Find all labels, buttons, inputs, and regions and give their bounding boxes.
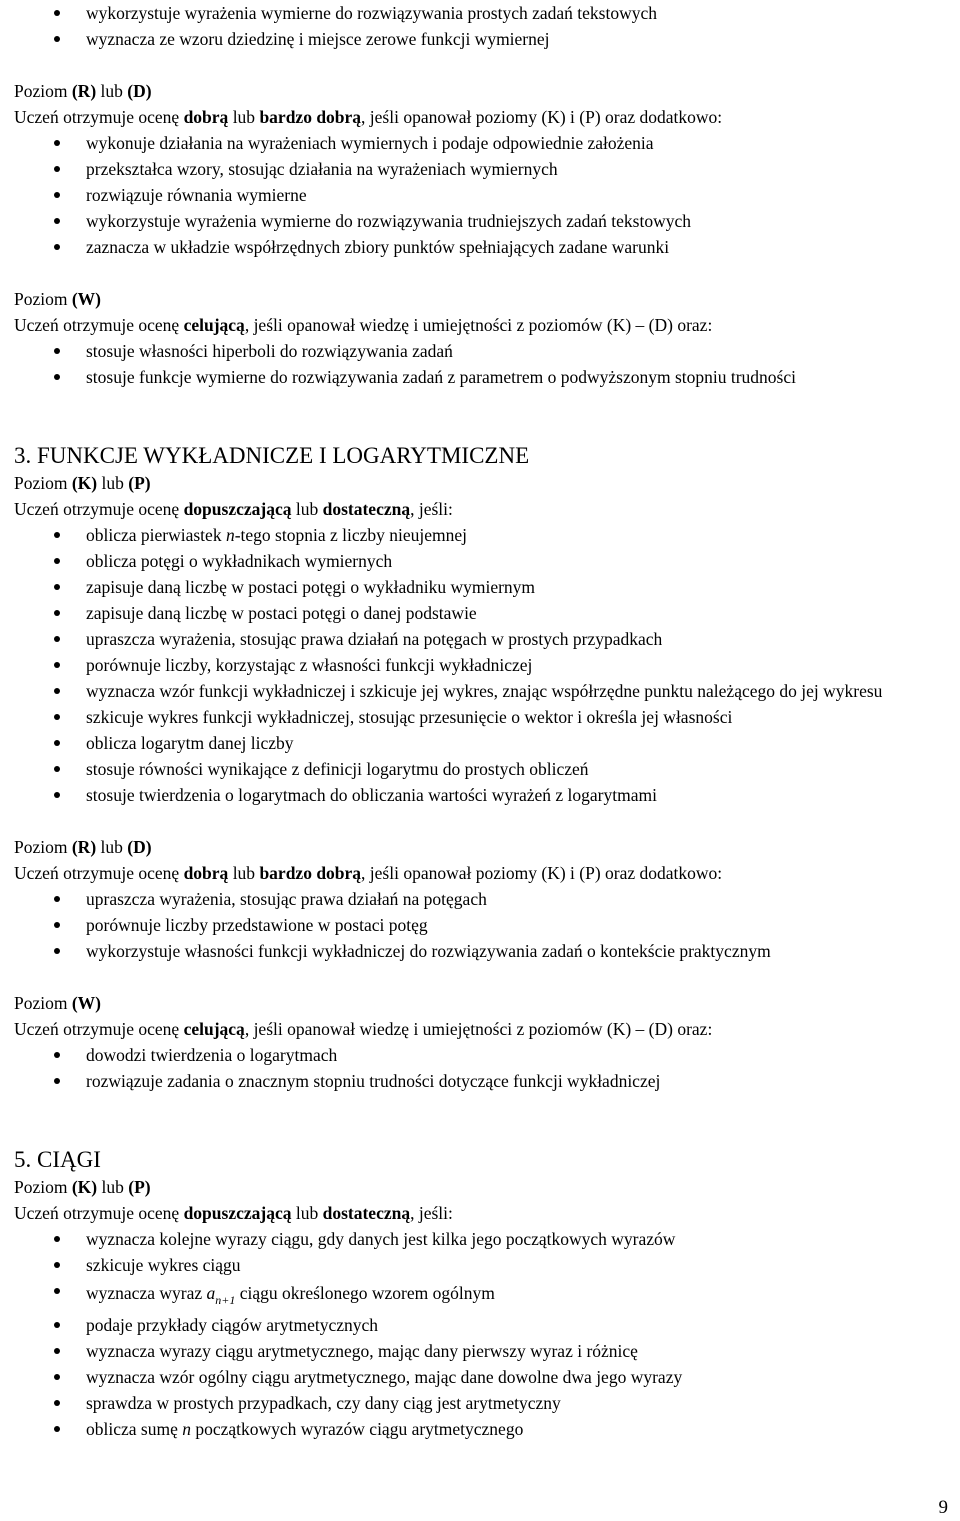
page-number: 9 bbox=[938, 1497, 948, 1518]
bullet-list bbox=[14, 886, 944, 964]
level-intro: Uczeń otrzymuje ocenę dopuszczającą lub dostateczną, jeśli: bbox=[14, 499, 453, 519]
level-heading: Poziom (R) lub (D) bbox=[14, 837, 152, 857]
list-item: oblicza sumę n początkowych wyrazów ciągu arytmetycznego bbox=[14, 1416, 944, 1442]
level-heading: Poziom (W) bbox=[14, 289, 102, 309]
list-item: stosuje własności hiperboli do rozwiązywania zadań bbox=[14, 338, 944, 364]
list-item: wyznacza ze wzoru dziedzinę i miejsce zerowe funkcji wymiernej bbox=[14, 26, 944, 52]
list-item: wyznacza wyraz $a_{n+1}$ ciągu określonego wzorem ogólnym bbox=[14, 1278, 944, 1312]
list-item: upraszcza wyrażenia, stosując prawa działań na potęgach w prostych przypadkach bbox=[14, 626, 944, 652]
bullet-list bbox=[14, 0, 944, 52]
level-intro: Uczeń otrzymuje ocenę celującą, jeśli opanował wiedzę i umiejętności z poziomów (K) – (D) oraz: bbox=[14, 1019, 713, 1039]
list-item: stosuje funkcje wymierne do rozwiązywania zadań z parametrem o podwyższonym stopniu trudności bbox=[14, 364, 944, 390]
list-item: porównuje liczby, korzystając z własności funkcji wykładniczej bbox=[14, 652, 944, 678]
level-intro: Uczeń otrzymuje ocenę dopuszczającą lub dostateczną, jeśli: bbox=[14, 1203, 453, 1223]
list-item: oblicza potęgi o wykładnikach wymiernych bbox=[14, 548, 944, 574]
section-title: 5. CIĄGI bbox=[14, 1147, 101, 1172]
list-item: wyznacza kolejne wyrazy ciągu, gdy danych jest kilka jego początkowych wyrazów bbox=[14, 1226, 944, 1252]
list-item: wykorzystuje wyrażenia wymierne do rozwiązywania trudniejszych zadań tekstowych bbox=[14, 208, 944, 234]
level-heading: Poziom (W) bbox=[14, 993, 102, 1013]
level-intro: Uczeń otrzymuje ocenę dobrą lub bardzo dobrą, jeśli opanował poziomy (K) i (P) oraz dodatkowo: bbox=[14, 107, 723, 127]
bullet-list bbox=[14, 130, 944, 260]
list-item: sprawdza w prostych przypadkach, czy dany ciąg jest arytmetyczny bbox=[14, 1390, 944, 1416]
list-item: oblicza pierwiastek n-tego stopnia z liczby nieujemnej bbox=[14, 522, 944, 548]
list-item: zapisuje daną liczbę w postaci potęgi o danej podstawie bbox=[14, 600, 944, 626]
list-item: wykonuje działania na wyrażeniach wymiernych i podaje odpowiednie założenia bbox=[14, 130, 944, 156]
list-item: wyznacza wyrazy ciągu arytmetycznego, mając dany pierwszy wyraz i różnicę bbox=[14, 1338, 944, 1364]
list-item: stosuje twierdzenia o logarytmach do obliczania wartości wyrażeń z logarytmami bbox=[14, 782, 944, 808]
list-item: podaje przykłady ciągów arytmetycznych bbox=[14, 1312, 944, 1338]
list-item: zaznacza w układzie współrzędnych zbiory punktów spełniających zadane warunki bbox=[14, 234, 944, 260]
list-item: wyznacza wzór ogólny ciągu arytmetycznego, mając dane dowolne dwa jego wyrazy bbox=[14, 1364, 944, 1390]
list-item: zapisuje daną liczbę w postaci potęgi o wykładniku wymiernym bbox=[14, 574, 944, 600]
list-item: rozwiązuje zadania o znacznym stopniu trudności dotyczące funkcji wykładniczej bbox=[14, 1068, 944, 1094]
list-item: szkicuje wykres funkcji wykładniczej, stosując przesunięcie o wektor i określa jej własności bbox=[14, 704, 944, 730]
list-item: oblicza logarytm danej liczby bbox=[14, 730, 944, 756]
level-heading: Poziom (K) lub (P) bbox=[14, 473, 151, 493]
list-item: wykorzystuje wyrażenia wymierne do rozwiązywania prostych zadań tekstowych bbox=[14, 0, 944, 26]
list-item: wyznacza wzór funkcji wykładniczej i szkicuje jej wykres, znając współrzędne punktu należącego do jej wykresu bbox=[14, 678, 944, 704]
level-intro: Uczeń otrzymuje ocenę dobrą lub bardzo dobrą, jeśli opanował poziomy (K) i (P) oraz dodatkowo: bbox=[14, 863, 723, 883]
section-title: 3. FUNKCJE WYKŁADNICZE I LOGARYTMICZNE bbox=[14, 443, 530, 468]
list-item: stosuje równości wynikające z definicji logarytmu do prostych obliczeń bbox=[14, 756, 944, 782]
bullet-list bbox=[14, 1042, 944, 1094]
list-item: szkicuje wykres ciągu bbox=[14, 1252, 944, 1278]
list-item: porównuje liczby przedstawione w postaci potęg bbox=[14, 912, 944, 938]
list-item: przekształca wzory, stosując działania na wyrażeniach wymiernych bbox=[14, 156, 944, 182]
level-intro: Uczeń otrzymuje ocenę celującą, jeśli opanował wiedzę i umiejętności z poziomów (K) – (D) oraz: bbox=[14, 315, 713, 335]
level-heading: Poziom (R) lub (D) bbox=[14, 81, 152, 101]
list-item: upraszcza wyrażenia, stosując prawa działań na potęgach bbox=[14, 886, 944, 912]
document-page bbox=[14, 0, 944, 1442]
bullet-list bbox=[14, 338, 944, 390]
bullet-list bbox=[14, 1226, 944, 1442]
list-item: dowodzi twierdzenia o logarytmach bbox=[14, 1042, 944, 1068]
list-item: rozwiązuje równania wymierne bbox=[14, 182, 944, 208]
list-item: wykorzystuje własności funkcji wykładniczej do rozwiązywania zadań o kontekście praktycznym bbox=[14, 938, 944, 964]
bullet-list bbox=[14, 522, 944, 808]
level-heading: Poziom (K) lub (P) bbox=[14, 1177, 151, 1197]
